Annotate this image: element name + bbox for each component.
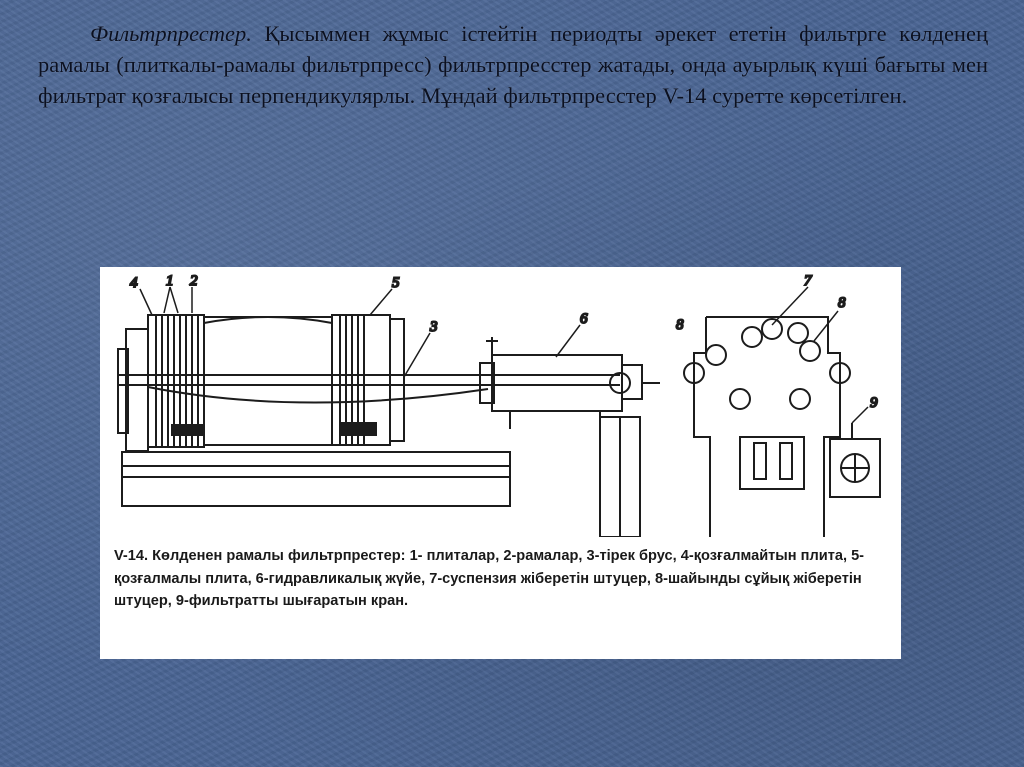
slide-paragraph [38, 18, 988, 111]
paragraph-body: Қысыммен жұмыс істейтін периодты әрекет ететін фильтрге көлденең рамалы (плиткалы-рамалы фильтрпресс) фильтрпресстер жатады, онда ауырлық күші бағыты мен фильтрат қозғалысы перпендикулярлы. Мұндай фильтрпресстер V-14 суретте көрсетілген. [38, 21, 989, 108]
callout-7: 7 [804, 273, 812, 289]
callout-5: 5 [392, 275, 400, 291]
filter-press-drawing [100, 267, 901, 537]
callout-6: 6 [580, 311, 588, 327]
callout-9: 9 [870, 395, 878, 411]
callout-2: 2 [190, 273, 198, 289]
press-body [204, 317, 332, 445]
paragraph-lead-term: Фильтрпрестер. [90, 21, 252, 46]
figure-caption: V-14. Көлденен рамалы фильтрпрестер: 1- плиталар, 2-рамалар, 3-тірек брус, 4-қозғалмайтын плита, 5-қозғалмалы плита, 6-гидравликалық жүйе, 7-суспензия жіберетін штуцер, 8-шайынды сұйық жіберетін штуцер, 9-фильтратты шығаратын кран. [114, 548, 865, 609]
plate-pack-left [148, 315, 204, 447]
movable-plate-pack [332, 315, 404, 445]
callout-1: 1 [166, 273, 174, 289]
callout-3: 3 [430, 319, 438, 335]
callout-8-left: 8 [676, 317, 684, 333]
callout-4: 4 [130, 275, 138, 291]
base-frame [122, 452, 510, 506]
callout-8-right: 8 [838, 295, 846, 311]
support-beam [118, 375, 620, 403]
end-view [684, 317, 880, 537]
filter-press-figure [100, 267, 901, 659]
fixed-plate [118, 329, 148, 451]
